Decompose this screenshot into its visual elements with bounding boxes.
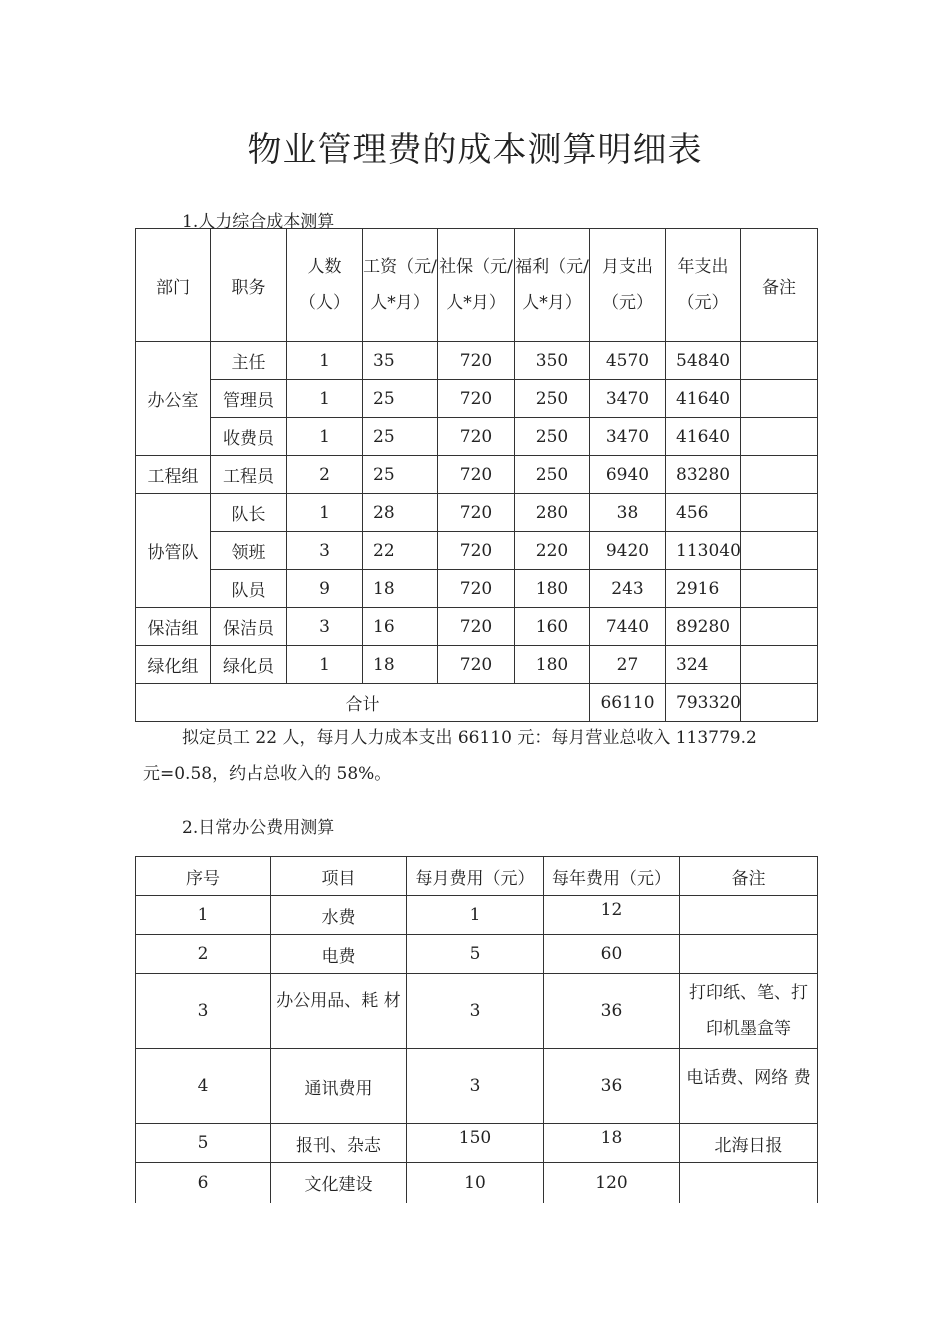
cell: 720 (438, 342, 515, 380)
header-cell: 工资（元/人*月） (363, 229, 438, 342)
cell: 工程员 (211, 456, 287, 494)
cell: 18 (363, 646, 438, 684)
cell: 250 (515, 380, 590, 418)
cell: 1 (287, 494, 363, 532)
cell: 350 (515, 342, 590, 380)
page-title: 物业管理费的成本测算明细表 (247, 130, 703, 170)
header-cell: 每年费用（元） (544, 857, 680, 896)
cell: 83280 (666, 456, 741, 494)
dept-cell: 保洁组 (136, 608, 211, 646)
cell: 管理员 (211, 380, 287, 418)
cell: 2916 (666, 570, 741, 608)
table-row (136, 570, 818, 608)
cell (680, 1163, 818, 1203)
cell: 6 (136, 1163, 271, 1203)
table-row (136, 974, 818, 1049)
cell: 1 (407, 896, 544, 935)
header-cell: 备注 (741, 229, 818, 342)
cell: 180 (515, 570, 590, 608)
cell: 54840 (666, 342, 741, 380)
labor-cost-table (135, 228, 818, 722)
table-row (136, 532, 818, 570)
cell: 1 (287, 418, 363, 456)
cell: 2 (287, 456, 363, 494)
cell: 保洁员 (211, 608, 287, 646)
cell: 打印纸、笔、打印机墨盒等 (680, 974, 818, 1049)
total-yearly: 793320 (666, 684, 741, 722)
cell: 38 (590, 494, 666, 532)
cell: 办公用品、耗 材 (271, 974, 407, 1049)
header-cell: 部门 (136, 229, 211, 342)
cell: 5 (136, 1124, 271, 1163)
summary-line-2: 元=0.58，约占总收入的 58%。 (143, 764, 392, 784)
cell: 36 (544, 1049, 680, 1124)
cell: 160 (515, 608, 590, 646)
cell: 电费 (271, 935, 407, 974)
cell: 9420 (590, 532, 666, 570)
header-cell: 福利（元/人*月） (515, 229, 590, 342)
cell: 220 (515, 532, 590, 570)
dept-cell: 协管队 (136, 494, 211, 608)
cell (741, 532, 818, 570)
cell: 27 (590, 646, 666, 684)
cell: 60 (544, 935, 680, 974)
table-row (136, 1049, 818, 1124)
cell (680, 896, 818, 935)
cell: 16 (363, 608, 438, 646)
cell: 25 (363, 380, 438, 418)
cell: 1 (287, 380, 363, 418)
cell: 3 (287, 608, 363, 646)
cell (741, 646, 818, 684)
cell: 89280 (666, 608, 741, 646)
cell: 250 (515, 456, 590, 494)
cell: 720 (438, 494, 515, 532)
table-header-row (136, 229, 818, 342)
cell: 3 (407, 1049, 544, 1124)
cell: 5 (407, 935, 544, 974)
dept-cell: 绿化组 (136, 646, 211, 684)
table-header-row (136, 857, 818, 896)
cell: 3 (136, 974, 271, 1049)
cell: 1 (136, 896, 271, 935)
cell: 41640 (666, 418, 741, 456)
total-monthly: 66110 (590, 684, 666, 722)
header-cell: 年支出（元） (666, 229, 741, 342)
cell: 3 (287, 532, 363, 570)
cell: 250 (515, 418, 590, 456)
header-cell: 月支出（元） (590, 229, 666, 342)
table-row (136, 608, 818, 646)
cell: 18 (363, 570, 438, 608)
cell: 720 (438, 608, 515, 646)
table-row (136, 418, 818, 456)
cell: 22 (363, 532, 438, 570)
total-row (136, 684, 818, 722)
cell (741, 418, 818, 456)
dept-cell: 工程组 (136, 456, 211, 494)
cell: 3470 (590, 380, 666, 418)
total-note (741, 684, 818, 722)
cell: 1 (287, 342, 363, 380)
cell (741, 608, 818, 646)
table-row (136, 1124, 818, 1163)
header-cell: 职务 (211, 229, 287, 342)
table-row (136, 1163, 818, 1203)
cell: 280 (515, 494, 590, 532)
cell: 120 (544, 1163, 680, 1203)
cell: 水费 (271, 896, 407, 935)
header-cell: 项目 (271, 857, 407, 896)
cell: 7440 (590, 608, 666, 646)
cell: 113040 (666, 532, 741, 570)
cell: 队长 (211, 494, 287, 532)
table-row (136, 456, 818, 494)
header-cell: 社保（元/人*月） (438, 229, 515, 342)
cell: 9 (287, 570, 363, 608)
header-cell: 每月费用（元） (407, 857, 544, 896)
cell: 720 (438, 456, 515, 494)
cell: 10 (407, 1163, 544, 1203)
cell: 456 (666, 494, 741, 532)
cell: 1 (287, 646, 363, 684)
cell: 队员 (211, 570, 287, 608)
cell: 180 (515, 646, 590, 684)
cell: 4570 (590, 342, 666, 380)
cell: 720 (438, 380, 515, 418)
cell: 25 (363, 418, 438, 456)
cell: 35 (363, 342, 438, 380)
cell: 3470 (590, 418, 666, 456)
cell: 文化建设 (271, 1163, 407, 1203)
cell: 720 (438, 646, 515, 684)
cell: 720 (438, 418, 515, 456)
cell: 720 (438, 570, 515, 608)
summary-line-1: 拟定员工 22 人，每月人力成本支出 66110 元：每月营业总收入 113779.2 (182, 728, 757, 748)
cell: 北海日报 (680, 1124, 818, 1163)
cell (680, 935, 818, 974)
cell (741, 380, 818, 418)
cell: 243 (590, 570, 666, 608)
cell: 领班 (211, 532, 287, 570)
cell: 720 (438, 532, 515, 570)
cell: 主任 (211, 342, 287, 380)
table-row (136, 494, 818, 532)
cell: 18 (544, 1124, 680, 1163)
cell: 36 (544, 974, 680, 1049)
cell: 通讯费用 (271, 1049, 407, 1124)
cell: 28 (363, 494, 438, 532)
table-row (136, 380, 818, 418)
office-cost-table (135, 856, 818, 1203)
section1-heading: 1.人力综合成本测算 (182, 212, 335, 232)
header-cell: 备注 (680, 857, 818, 896)
cell: 4 (136, 1049, 271, 1124)
cell: 12 (544, 896, 680, 935)
cell (741, 570, 818, 608)
total-label: 合计 (136, 684, 590, 722)
cell: 41640 (666, 380, 741, 418)
header-cell: 人数（人） (287, 229, 363, 342)
table-row (136, 896, 818, 935)
cell: 收费员 (211, 418, 287, 456)
cell: 报刊、杂志 (271, 1124, 407, 1163)
dept-cell: 办公室 (136, 342, 211, 456)
cell: 324 (666, 646, 741, 684)
cell: 电话费、网络 费 (680, 1049, 818, 1124)
cell (741, 342, 818, 380)
cell (741, 494, 818, 532)
cell: 25 (363, 456, 438, 494)
cell: 6940 (590, 456, 666, 494)
header-cell: 序号 (136, 857, 271, 896)
cell: 3 (407, 974, 544, 1049)
cell: 2 (136, 935, 271, 974)
cell: 绿化员 (211, 646, 287, 684)
cell (741, 456, 818, 494)
cell: 150 (407, 1124, 544, 1163)
table-row (136, 935, 818, 974)
table-row (136, 342, 818, 380)
table-row (136, 646, 818, 684)
section2-heading: 2.日常办公费用测算 (182, 818, 335, 838)
